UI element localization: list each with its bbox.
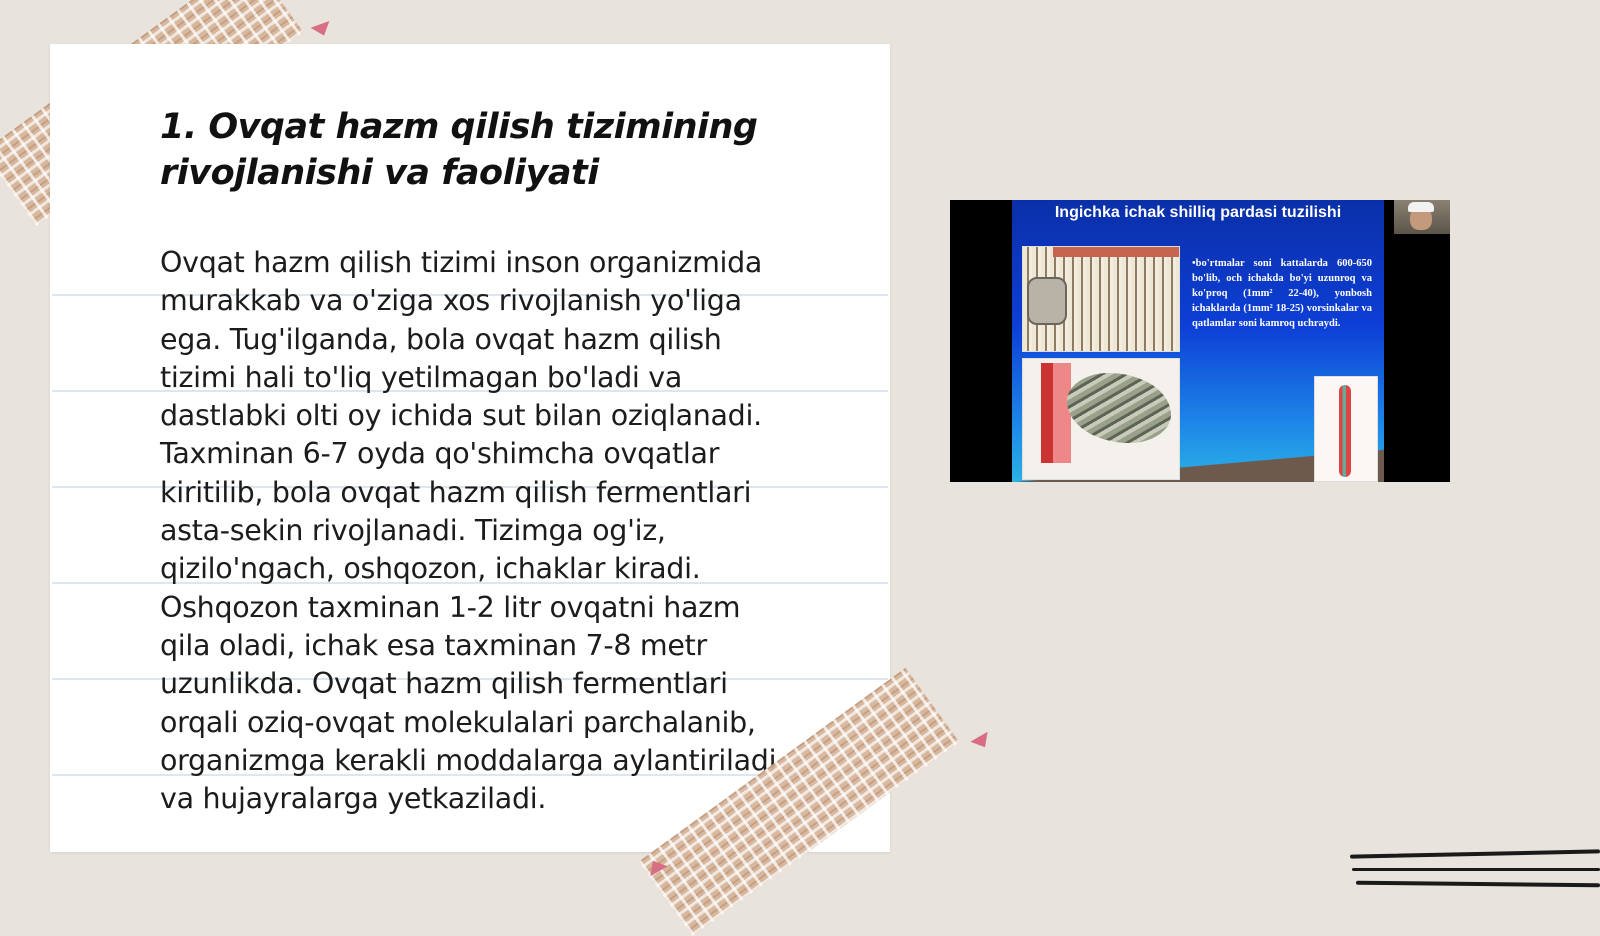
body-line: qizilo'ngach, oshqozon, ichaklar kiradi.: [160, 552, 701, 586]
slide-body-text: •bo'rtmalar soni kattalarda 600-650 bo'lib, och ichakda bo'yi uzunroq va ko'proq (1mm² 22-40), yonbosh ichaklarda (1mm² 18-25) vorsinkalar va qatlamlar soni kamroq uchraydi.: [1192, 258, 1372, 329]
body-line: ega. Tug'ilganda, bola ovqat hazm qilish: [160, 322, 722, 356]
decorative-brush-stroke: [1356, 881, 1600, 888]
slide-heading: [160, 104, 780, 196]
slide-title: Ingichka ichak shilliq pardasi tuzilishi: [1054, 204, 1342, 221]
body-line: orqali oziq-ovqat molekulalari parchalanib,: [160, 705, 756, 739]
heading-line-2: rivojlanishi va faoliyati: [160, 153, 599, 193]
tape-tip-top: [311, 21, 334, 39]
body-line: asta-sekin rivojlanadi. Tizimga og'iz,: [160, 514, 666, 548]
body-line: uzunlikda. Ovqat hazm qilish fermentlari: [160, 667, 728, 701]
heading-line-1: 1. Ovqat hazm qilish tizimining: [160, 107, 758, 147]
body-line: murakkab va o'ziga xos rivojlanish yo'liga: [160, 284, 742, 318]
intestine-fold-illustration: [1022, 246, 1180, 352]
tape-tip-bottom-right: [970, 732, 993, 752]
body-line: Taxminan 6-7 oyda qo'shimcha ovqatlar: [160, 437, 720, 471]
body-line: tizimi hali to'liq yetilmagan bo'ladi va: [160, 360, 683, 394]
decorative-brush-stroke: [1350, 849, 1600, 858]
villus-vessel: [1339, 385, 1351, 477]
body-line: Oshqozon taxminan 1-2 litr ovqatni hazm: [160, 590, 741, 624]
villi-shape: [1067, 373, 1171, 443]
body-line: Ovqat hazm qilish tizimi inson organizmida: [160, 246, 763, 279]
body-line: qila oladi, ichak esa taxminan 7-8 metr: [160, 628, 707, 662]
body-paragraph: [160, 244, 840, 818]
presenter-cap: [1408, 202, 1434, 212]
vessel-layer: [1041, 363, 1071, 463]
presenter-webcam-thumbnail: [1394, 200, 1450, 234]
body-line: organizmga kerakli moddalarga aylantiriladi: [160, 743, 777, 777]
body-line: va hujayralarga yetkaziladi.: [160, 782, 547, 816]
body-line: dastlabki olti oy ichida sut bilan oziqlanadi.: [160, 399, 762, 433]
intestine-end-cap: [1027, 277, 1067, 325]
decorative-brush-stroke: [1352, 868, 1600, 871]
mucosa-band: [1053, 247, 1179, 257]
villus-vessel-illustration: [1314, 376, 1378, 482]
body-line: kiritilib, bola ovqat hazm qilish fermentlari: [160, 475, 752, 509]
lecture-slide-screenshot: [950, 200, 1450, 482]
villi-cross-section-illustration: [1022, 358, 1180, 480]
